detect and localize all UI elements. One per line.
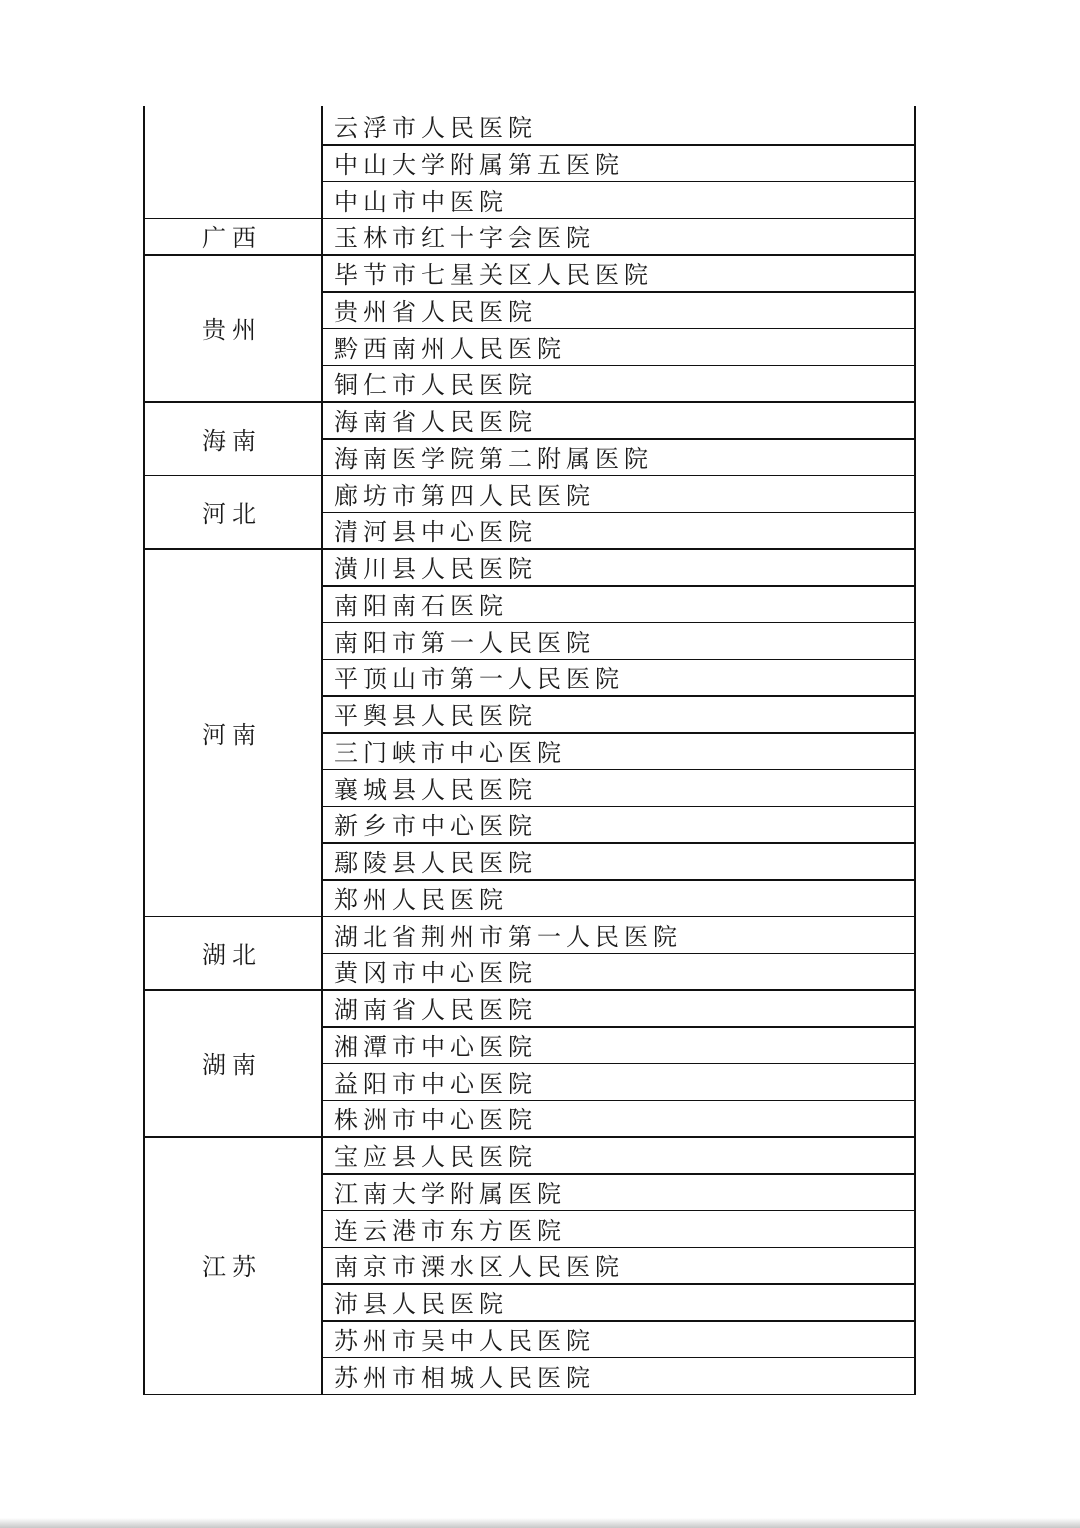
hospital-name-cell: 黔西南州人民医院 [334, 334, 566, 363]
province-cell: 广西 [202, 224, 262, 253]
hospital-name-cell: 玉林市红十字会医院 [334, 224, 595, 253]
hospital-name-cell: 南阳南石医院 [334, 591, 508, 620]
province-cell [143, 106, 321, 218]
hospital-name-cell: 中山市中医院 [334, 187, 508, 216]
hospital-name-cell: 潢川县人民医院 [334, 555, 537, 584]
hospital-name-cell: 云浮市人民医院 [334, 113, 537, 142]
hospital-name-cell: 海南医学院第二附属医院 [334, 444, 653, 473]
hospital-name-cell: 铜仁市人民医院 [334, 371, 537, 400]
province-cell: 海南 [202, 426, 262, 455]
hospital-name-cell: 鄢陵县人民医院 [334, 849, 537, 878]
province-cell: 河南 [202, 720, 262, 749]
hospital-name-cell: 清河县中心医院 [334, 518, 537, 547]
hospital-name-cell: 襄城县人民医院 [334, 775, 537, 804]
province-cell: 湖南 [202, 1051, 262, 1080]
hospital-name-cell: 廊坊市第四人民医院 [334, 481, 595, 510]
page-bottom-edge [0, 1518, 1080, 1528]
hospital-name-cell: 连云港市东方医院 [334, 1216, 566, 1245]
table-border-right [914, 106, 916, 1394]
hospital-name-cell: 苏州市吴中人民医院 [334, 1326, 595, 1355]
hospital-name-cell: 南阳市第一人民医院 [334, 628, 595, 657]
hospital-name-cell: 湖北省荆州市第一人民医院 [334, 922, 682, 951]
hospital-name-cell: 新乡市中心医院 [334, 812, 537, 841]
hospital-name-cell: 湘潭市中心医院 [334, 1032, 537, 1061]
hospital-name-cell: 毕节市七星关区人民医院 [334, 261, 653, 290]
province-cell: 河北 [202, 500, 262, 528]
hospital-name-cell: 江南大学附属医院 [334, 1179, 566, 1208]
hospital-name-cell: 苏州市相城人民医院 [334, 1363, 595, 1392]
hospital-name-cell: 株洲市中心医院 [334, 1106, 537, 1135]
hospital-name-cell: 郑州人民医院 [334, 885, 508, 914]
hospital-name-cell: 宝应县人民医院 [334, 1143, 537, 1172]
province-cell: 贵州 [202, 316, 262, 345]
table-border-divider [321, 106, 323, 1394]
hospital-name-cell: 湖南省人民医院 [334, 996, 537, 1025]
hospital-name-cell: 益阳市中心医院 [334, 1069, 537, 1098]
province-cell: 湖北 [202, 941, 262, 969]
group-separator [143, 1394, 916, 1396]
hospital-name-cell: 沛县人民医院 [334, 1290, 508, 1319]
hospital-name-cell: 海南省人民医院 [334, 408, 537, 437]
hospital-name-cell: 中山大学附属第五医院 [334, 150, 624, 179]
hospital-name-cell: 平顶山市第一人民医院 [334, 665, 624, 694]
hospital-name-cell: 南京市溧水区人民医院 [334, 1253, 624, 1282]
hospital-name-cell: 平舆县人民医院 [334, 702, 537, 731]
hospital-name-cell: 贵州省人民医院 [334, 297, 537, 326]
hospital-name-cell: 三门峡市中心医院 [334, 738, 566, 767]
province-cell: 江苏 [202, 1253, 262, 1282]
hospital-name-cell: 黄冈市中心医院 [334, 959, 537, 988]
